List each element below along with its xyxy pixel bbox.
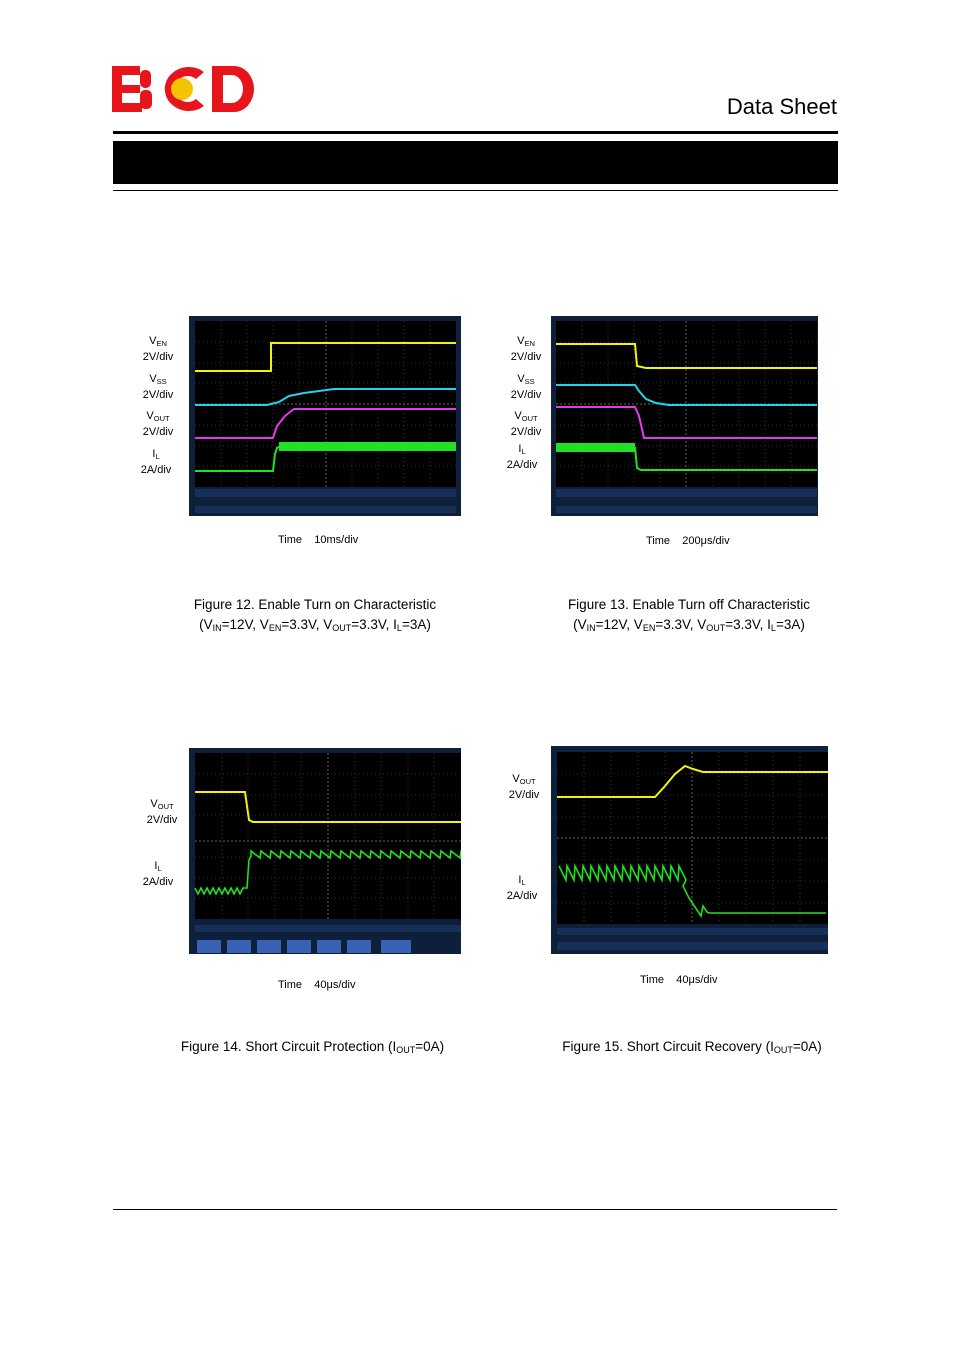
time-axis-caption: Time 40μs/div bbox=[640, 974, 718, 986]
channel-label-ven: $V_{EN}$ 2V/div bbox=[510, 335, 542, 363]
channel-label-vss: $V_{SS}$ 2V/div bbox=[510, 373, 542, 401]
trace-il-band bbox=[279, 442, 456, 451]
title-bar bbox=[113, 141, 838, 184]
channel-label-il: $I_L$ 2A/div bbox=[506, 443, 538, 471]
figure-15-caption: Figure 15. Short Circuit Recovery $(I_{OUT}=0A)$ bbox=[562, 1039, 822, 1055]
channel-label-vout: $V_{OUT}$ 2V/div bbox=[510, 410, 542, 438]
oscilloscope-figure-14 bbox=[189, 748, 461, 954]
footer-rule bbox=[113, 1209, 837, 1210]
channel-label-il: $I_L$ 2A/div bbox=[506, 874, 538, 902]
trace-il-band bbox=[556, 443, 635, 452]
header-rule-thin bbox=[113, 190, 838, 191]
oscilloscope-figure-15 bbox=[551, 746, 828, 954]
figure-13-caption: Figure 13. Enable Turn off Characteristic ($V_{IN}=12V$, $V_{EN}=3.3V$, $V_{OUT}=3.3V$, $I_L=3A$) bbox=[567, 597, 811, 633]
channel-label-vout: $V_{OUT}$ 2V/div bbox=[146, 798, 178, 826]
time-axis-caption: Time 40μs/div bbox=[278, 979, 356, 991]
time-axis-caption: Time 200μs/div bbox=[646, 535, 730, 547]
oscilloscope-figure-13 bbox=[551, 316, 818, 516]
oscilloscope-figure-12 bbox=[189, 316, 461, 516]
channel-label-vout: $V_{OUT}$ 2V/div bbox=[508, 773, 540, 801]
channel-label-ven: $V_{EN}$ 2V/div bbox=[142, 335, 174, 363]
channel-label-vout: $V_{OUT}$ 2V/div bbox=[142, 410, 174, 438]
bcd-logo bbox=[112, 64, 254, 114]
figure-12-caption: Figure 12. Enable Turn on Characteristic ($V_{IN}=12V$, $V_{EN}=3.3V$, $V_{OUT}=3.3V$, $I_L=3A$) bbox=[193, 597, 437, 633]
channel-label-il: $I_L$ 2A/div bbox=[140, 448, 172, 476]
time-axis-caption: Time 10ms/div bbox=[278, 534, 359, 546]
channel-label-il: $I_L$ 2A/div bbox=[142, 860, 174, 888]
header-rule bbox=[113, 131, 838, 134]
document-type-label: Data Sheet bbox=[726, 94, 837, 119]
figure-14-caption: Figure 14. Short Circuit Protection $(I_{OUT}=0A)$ bbox=[180, 1039, 445, 1055]
channel-label-vss: $V_{SS}$ 2V/div bbox=[142, 373, 174, 401]
